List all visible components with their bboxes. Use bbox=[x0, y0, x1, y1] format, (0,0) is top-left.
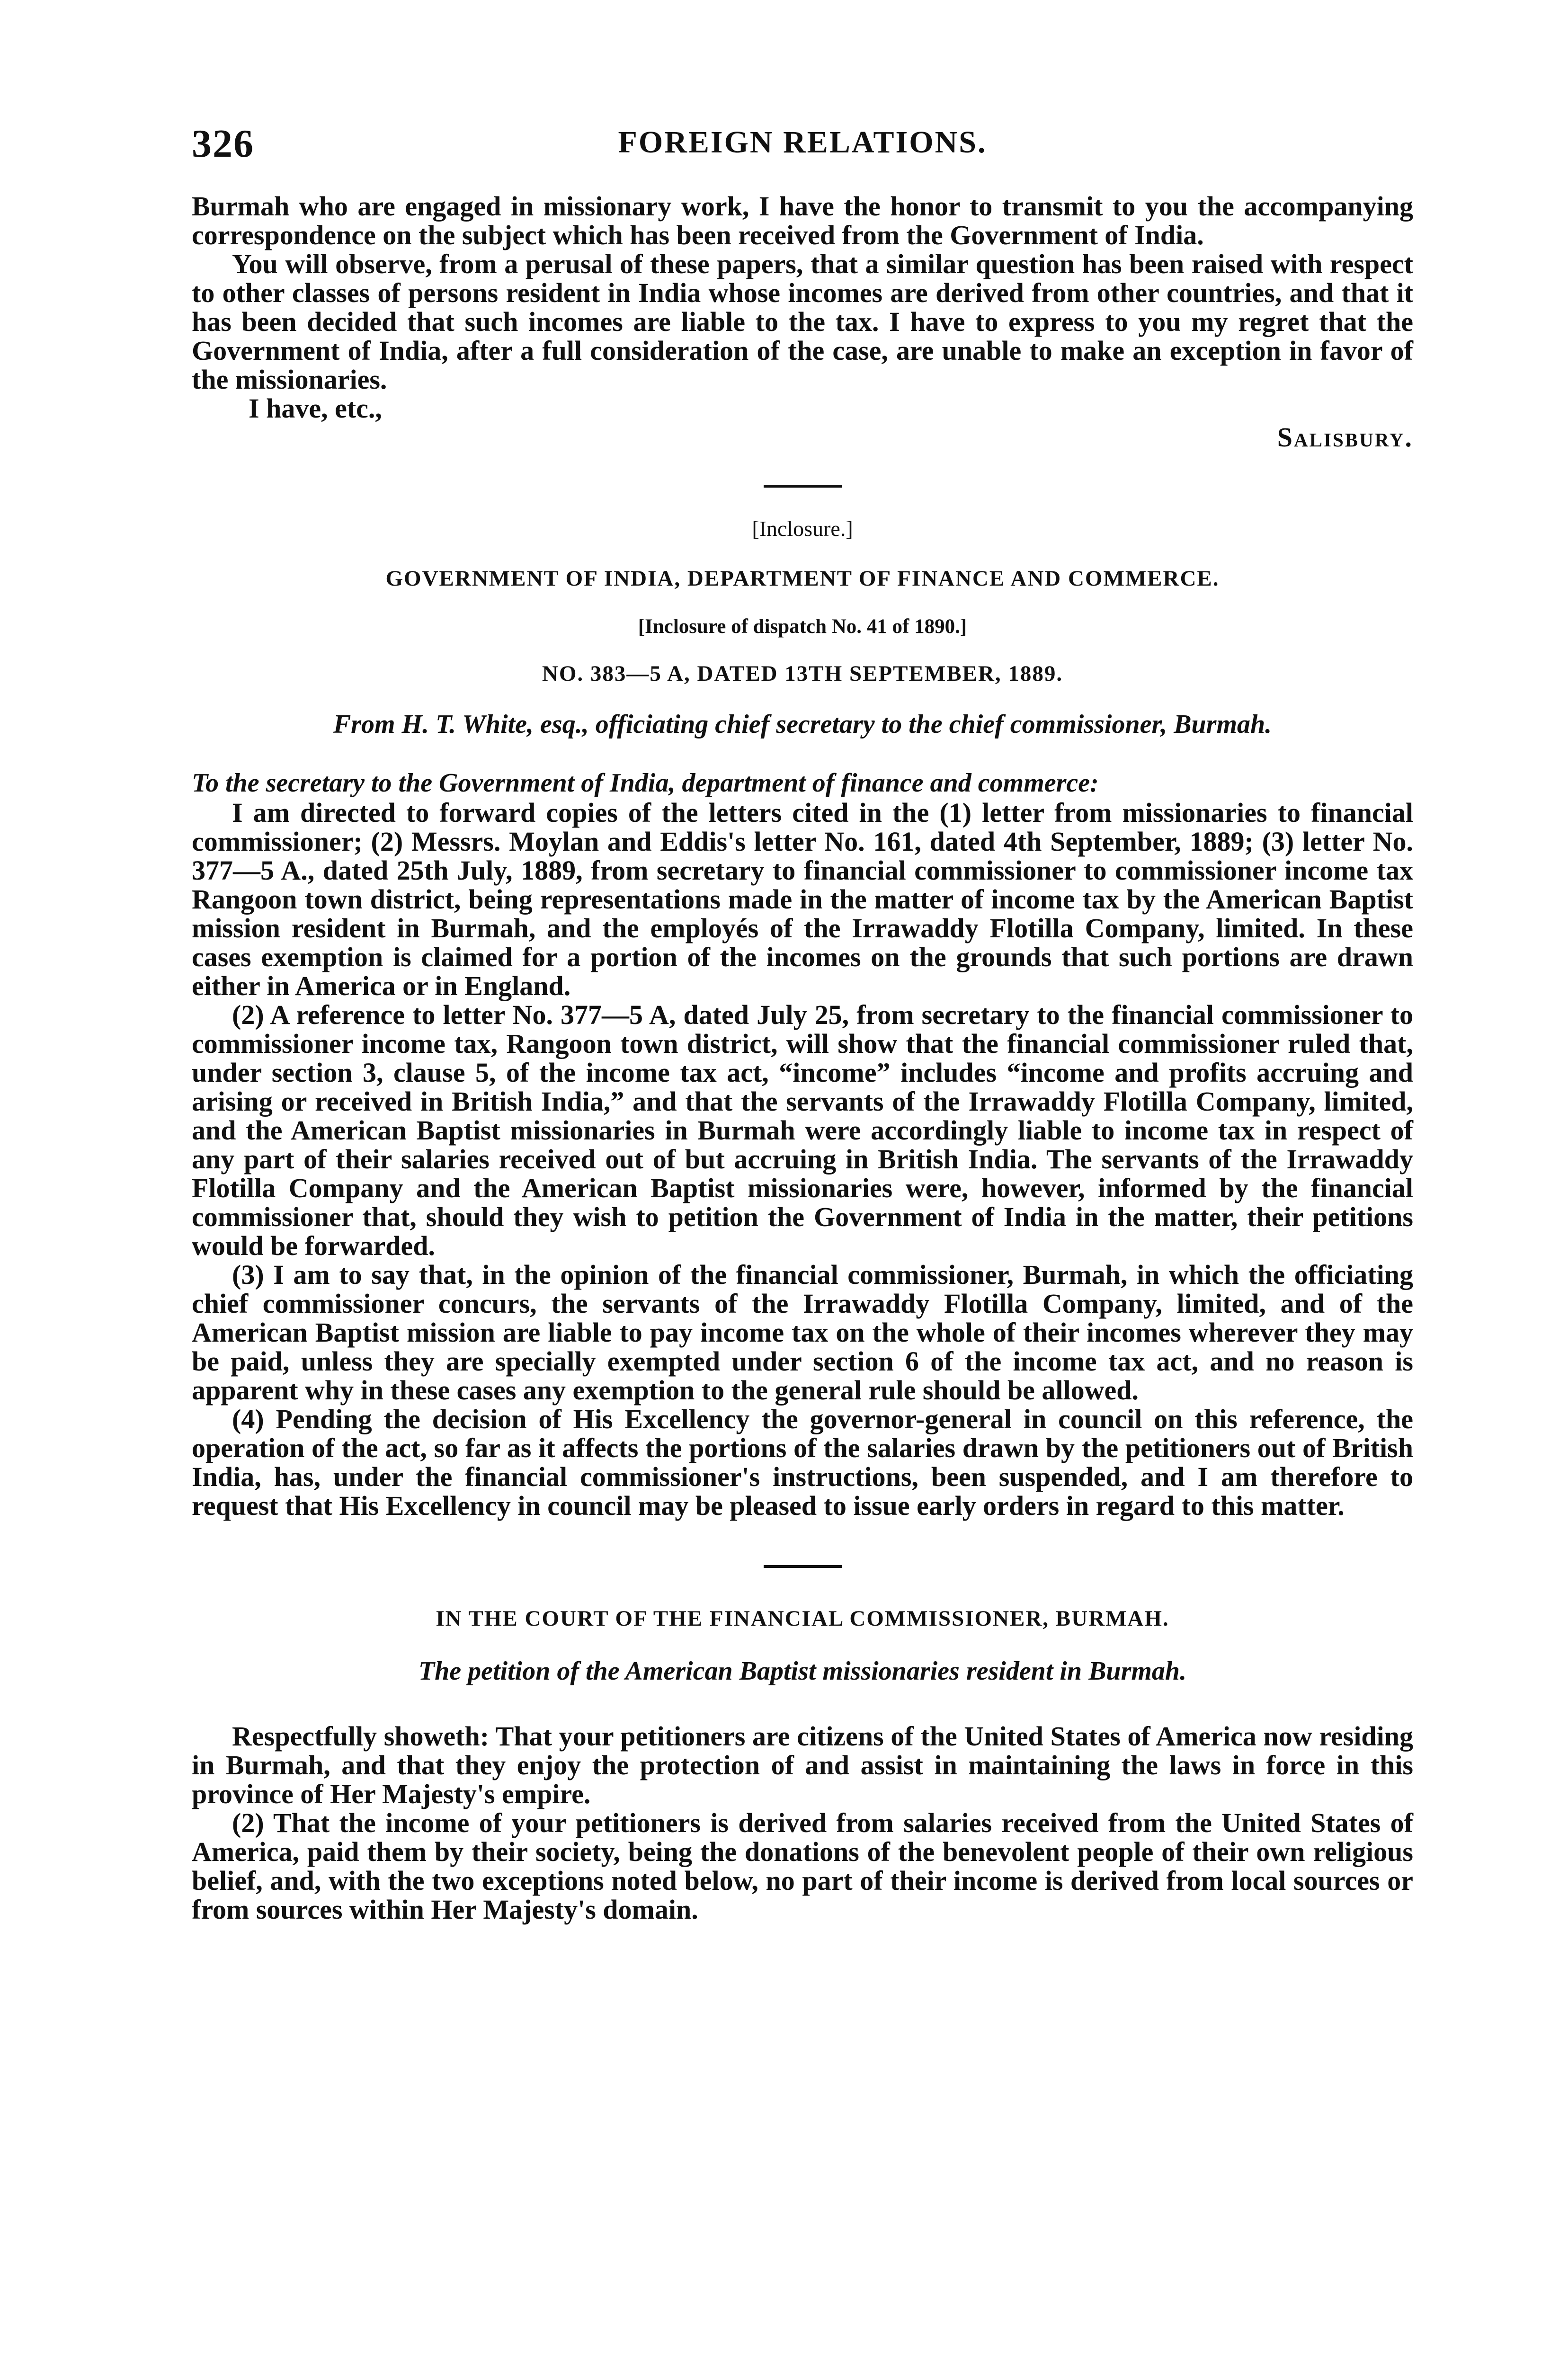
section-divider bbox=[764, 1565, 842, 1568]
letter-paragraph: Burmah who are engaged in missionary work, I have the honor to transmit to you the accompanying correspondence on the subject which has been received from the Government of India. bbox=[192, 191, 1413, 250]
inclosure-heading: GOVERNMENT OF INDIA, DEPARTMENT OF FINANCE AND COMMERCE. bbox=[385, 566, 1220, 591]
inclosure-paragraph: (4) Pending the decision of His Excellency the governor-general in council on this reference, the operation of the act, so far as it affects the portions of the salaries drawn by the petitioners out of British India, has, under the financial commissioner's instructions, been suspended, and I am therefore to request that His Excellency in council may be pleased to issue early orders in regard to this matter. bbox=[192, 1404, 1413, 1521]
running-title: FOREIGN RELATIONS. bbox=[618, 125, 987, 160]
letter-closing: I have, etc., bbox=[249, 393, 382, 424]
inclosure-label: [Inclosure.] bbox=[752, 516, 853, 541]
petition-paragraph: (2) That the income of your petitioners is derived from salaries received from the United States of America, paid them by their society, being the donations of the benevolent people of their own religious belief, and, with the two exceptions noted below, no part of their income is derived from local sources or from sources within Her Majesty's domain. bbox=[192, 1807, 1413, 1925]
inclosure-paragraph: I am directed to forward copies of the letters cited in the (1) letter from missionaries to financial commissioner; (2) Messrs. Moylan and Eddis's letter No. 161, dated 4th September, 1889; (3) letter No. 377—5 A., dated 25th July, 1889, from secretary to financial commissioner to commissioner income tax Rangoon town district, being representations made in the matter of income tax by the American Baptist mission resident in Burmah, and the employés of the Irrawaddy Flotilla Company, limited. In these cases exemption is claimed for a portion of the incomes on the grounds that such portions are drawn either in America or in England. bbox=[192, 797, 1413, 1001]
letter-signature: Salisbury. bbox=[1277, 422, 1413, 453]
from-line: From H. T. White, esq., officiating chief secretary to the chief commissioner, Burmah. bbox=[333, 710, 1272, 739]
petition-body bbox=[192, 1722, 1413, 1924]
court-heading: IN THE COURT OF THE FINANCIAL COMMISSIONER, BURMAH. bbox=[436, 1606, 1169, 1631]
inclosure-paragraph: (3) I am to say that, in the opinion of the financial commissioner, Burmah, in which the officiating chief commissioner concurs, the servants of the Irrawaddy Flotilla Company, limited, and of the American Baptist mission are liable to pay income tax on the whole of their incomes wherever they may be paid, unless they are specially exempted under section 6 of the income tax act, and no reason is apparent why in these cases any exemption to the general rule should be allowed. bbox=[192, 1259, 1413, 1406]
to-line: To the secretary to the Government of India, department of finance and commerce: bbox=[192, 768, 1099, 798]
inclosure-paragraph: (2) A reference to letter No. 377—5 A, dated July 25, from secretary to the financial commissioner to commissioner income tax, Rangoon town district, will show that the financial commissioner ruled that, under section 3, clause 5, of the income tax act, “income” includes “income and profits accruing and arising or received in British India,” and that the servants of the Irrawaddy Flotilla Company, limited, and the American Baptist missionaries in Burmah were accordingly liable to income tax in respect of any part of their salaries received out of but accruing in British India. The servants of the Irrawaddy Flotilla Company and the American Baptist missionaries were, however, informed by the financial commissioner that, should they wish to petition the Government of India in the matter, their petitions would be forwarded. bbox=[192, 999, 1413, 1261]
section-divider bbox=[764, 485, 842, 488]
inclosure-body bbox=[192, 798, 1413, 1520]
letter-body bbox=[192, 192, 1413, 452]
dispatch-note: [Inclosure of dispatch No. 41 of 1890.] bbox=[638, 615, 967, 638]
dispatch-number-line: NO. 383—5 A, DATED 13TH SEPTEMBER, 1889. bbox=[542, 661, 1063, 686]
letter-paragraph: You will observe, from a perusal of these papers, that a similar question has been raised with respect to other classes of persons resident in India whose incomes are derived from other countries, and that it has been decided that such incomes are liable to the tax. I have to express to you my regret that the Government of India, after a full consideration of the case, are unable to make an exception in favor of the missionaries. bbox=[192, 249, 1413, 395]
page-header bbox=[192, 121, 1413, 173]
document-page bbox=[192, 121, 1413, 1924]
petition-subtitle: The petition of the American Baptist missionaries resident in Burmah. bbox=[418, 1656, 1187, 1686]
page-number: 326 bbox=[192, 122, 254, 166]
petition-paragraph: Respectfully showeth: That your petitioners are citizens of the United States of America now residing in Burmah, and that they enjoy the protection of and assist in maintaining the laws in force in this province of Her Majesty's empire. bbox=[192, 1721, 1413, 1809]
